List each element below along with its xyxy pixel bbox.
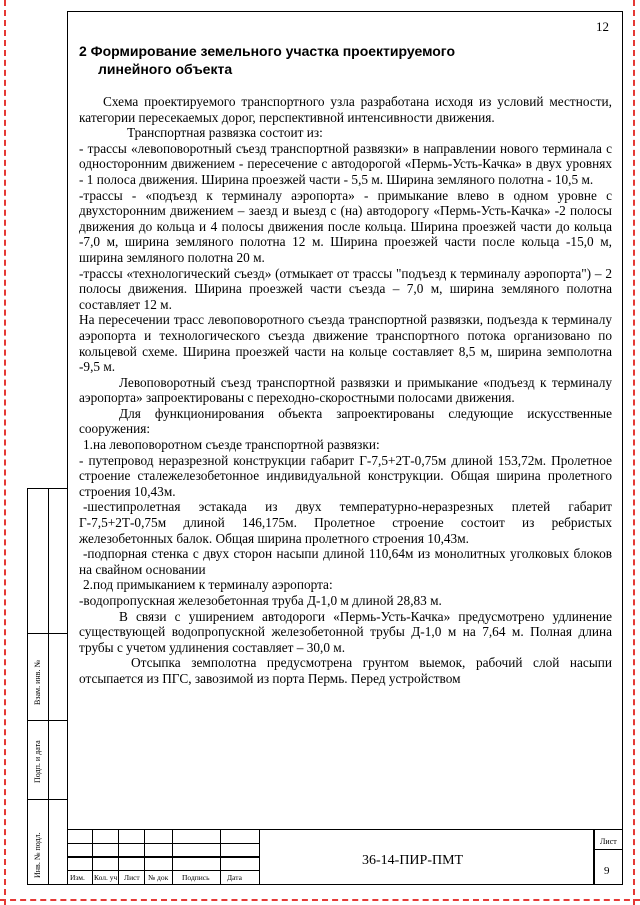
paragraph: Для функционирования объекта запроектированы следующие искусственные сооружения: — [79, 405, 612, 437]
paragraph: -подпорная стенка с двух сторон насыпи длиной 110,64м из монолитных уголковых блоков на свайном основании — [79, 546, 612, 577]
paragraph: Транспортная развязка состоит из: — [127, 125, 323, 141]
paragraph: -трассы «технологический съезд» (отмыкает от трассы "подъезд к терминалу аэропорта") – 2 полосы движения. Ширина проезжей части съезда – 7,0 м, ширина земляного полотна составляет 12 м. — [79, 265, 612, 312]
page-number-top: 12 — [596, 19, 609, 34]
label-date: Дата — [227, 873, 242, 882]
page-edge-bottom — [0, 899, 640, 901]
side-label-vzam: Взам. инв. № — [33, 659, 42, 705]
sheet-label: Лист — [600, 837, 617, 846]
sheet-number: 9 — [604, 865, 610, 877]
side-label-inv: Инв. № подл. — [33, 832, 42, 878]
paragraph: - путепровод неразрезной конструкции габарит Г-7,5+2Т-0,75м длиной 153,72м. Пролетное строение сталежелезобетонное индивидуальной конструкции. Общая ширина пролетного строения 10,43м. — [79, 452, 612, 499]
heading-line-2: линейного объекта — [98, 61, 233, 77]
heading-line-1: 2 Формирование земельного участка проектируемого — [79, 43, 456, 59]
label-doc-no: № док — [148, 873, 169, 882]
paragraph: -трассы - «подъезд к терминалу аэропорта» - примыкание влево в одном уровне с двухсторонним движением – заезд и выезд с (на) автодорогу «Пермь-Усть-Качка» -2 полосы движения до кольца и 4 полосы движения после кольца. Ширина проезжей части до кольца -7,0 м, ширина земляного полотна 12 м. Ширина проезжей части после кольца -15,0 м, ширина земляного полотна 20 м. — [79, 187, 612, 265]
page-edge-left — [4, 0, 6, 905]
label-izm: Изм. — [70, 873, 85, 882]
paragraph: В связи с уширением автодороги «Пермь-Усть-Качка» предусмотрено удлинение существующей водопропускной железобетонной трубы Д-1,0 м на 7,64 м. Полная длина трубы с учетом удлинения составляет – 30,0 м. — [79, 608, 612, 655]
paragraph: -шестипролетная эстакада из двух температурно-неразрезных плетей габарит Г-7,5+2Т-0,75м длиной 146,175м. Пролетное строение состоит из ребристых железобетонных балок. Общая ширина пролетного строения 10,43м. — [79, 499, 612, 546]
paragraph: На пересечении трасс левоповоротного съезда транспортной развязки, подъезда к терминалу аэропорта и технологического съезда движение транспортного потока организовано по кольцевой схеме. Ширина проезжей части на кольце составляет 8,5 м, ширина земполотна -9,5 м. — [79, 312, 612, 375]
page-edge-right — [633, 0, 635, 905]
paragraph: -водопропускная железобетонная труба Д-1,0 м длиной 28,83 м. — [79, 593, 442, 608]
label-kol-uch: Кол. уч — [94, 873, 118, 882]
section-heading — [79, 42, 579, 78]
paragraph: 1.на левоповоротном съезде транспортной развязки: — [83, 437, 380, 453]
title-block — [67, 829, 623, 885]
side-stamp-divider — [28, 799, 68, 800]
side-stamp-divider — [28, 720, 68, 721]
sheet-cell-divider — [594, 849, 623, 850]
side-stamp-divider — [28, 633, 68, 634]
document-code: 36-14-ПИР-ПМТ — [362, 853, 464, 868]
paragraph: 2.под примыканием к терминалу аэропорта: — [83, 577, 333, 593]
paragraph: Схема проектируемого транспортного узла разработана исходя из условий местности, категории пересекаемых дорог, перспективной интенсивности движения. — [79, 94, 612, 125]
paragraph: Отсыпка земполотна предусмотрена грунтом выемок, рабочий слой насыпи отсыпается из ПГС, завозимой из порта Пермь. Перед устройством — [79, 655, 612, 686]
label-list: Лист — [124, 873, 140, 882]
document-body — [79, 94, 612, 687]
paragraph: Левоповоротный съезд транспортной развязки и примыкание «подъезд к терминалу аэропорта» запроектированы с переходно-скоростными полосами движения. — [79, 374, 612, 406]
label-signature: Подпись — [182, 873, 210, 882]
side-label-podp: Подп. и дата — [33, 740, 42, 783]
paragraph: - трассы «левоповоротный съезд транспортной развязки» в направлении нового терминала с односторонним движением - пересечение с автодорогой «Пермь-Усть-Качка» в двух уровнях - 1 полоса движения. Ширина проезжей части - 5,5 м. Ширина земляного полотна - 10,5 м. — [79, 140, 612, 187]
